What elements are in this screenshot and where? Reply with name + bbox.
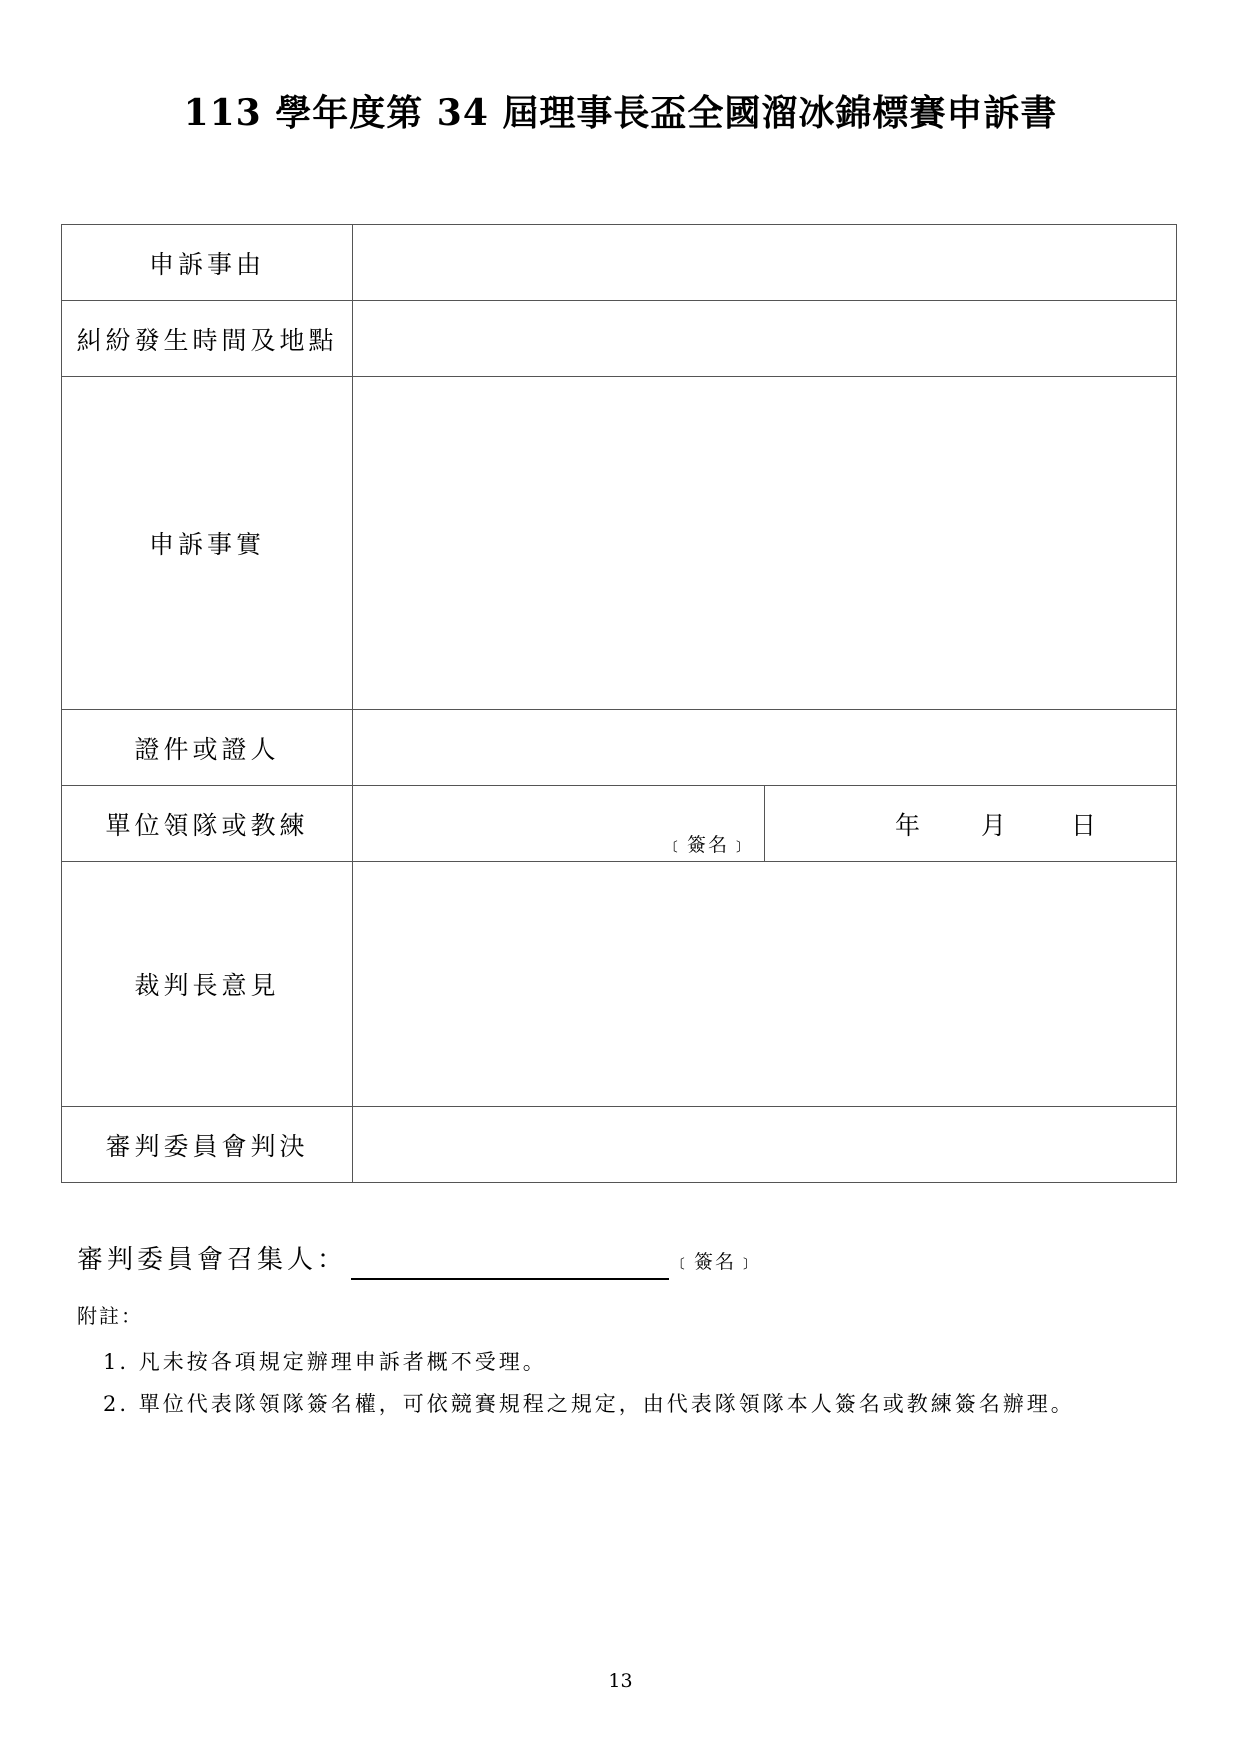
field-leader-date[interactable] (765, 786, 1177, 862)
appeal-form-table (61, 224, 1177, 1183)
label-committee-decision: 審判委員會判決 (62, 1107, 353, 1183)
note-item-2: 2. 單位代表隊領隊簽名權，可依競賽規程之規定，由代表隊領隊本人簽名或教練簽名辦理。 (103, 1392, 1075, 1416)
label-facts: 申訴事實 (62, 377, 353, 710)
field-evidence[interactable] (353, 710, 1177, 786)
page-number: 13 (608, 1670, 633, 1692)
field-time-place[interactable] (353, 301, 1177, 377)
label-time-place: 糾紛發生時間及地點 (62, 301, 353, 377)
field-referee-opinion[interactable] (353, 862, 1177, 1107)
row-committee-decision (62, 1107, 1177, 1183)
field-leader-signature[interactable] (353, 786, 765, 862)
notes-heading: 附註： (77, 1304, 143, 1328)
note-item-1: 1. 凡未按各項規定辦理申訴者概不受理。 (103, 1350, 547, 1374)
convener-sign-note: ﹝簽名﹞ (673, 1251, 758, 1273)
date-year-label: 年 (895, 811, 925, 840)
row-facts (62, 377, 1177, 710)
field-facts[interactable] (353, 377, 1177, 710)
field-reason[interactable] (353, 225, 1177, 301)
sign-note: ﹝簽名﹞ (665, 834, 750, 856)
page-title: 113 學年度第 34 屆理事長盃全國溜冰錦標賽申訴書 (183, 92, 1058, 134)
field-committee-decision[interactable] (353, 1107, 1177, 1183)
convener-signature-field[interactable] (351, 1248, 669, 1280)
date-day-label: 日 (1071, 811, 1101, 840)
date-month-label: 月 (981, 811, 1011, 840)
convener-label: 審判委員會召集人： (77, 1245, 348, 1275)
row-time-place (62, 301, 1177, 377)
row-evidence (62, 710, 1177, 786)
label-reason: 申訴事由 (62, 225, 353, 301)
row-leader (62, 786, 1177, 862)
label-leader: 單位領隊或教練 (62, 786, 353, 862)
row-referee-opinion (62, 862, 1177, 1107)
label-evidence: 證件或證人 (62, 710, 353, 786)
label-referee-opinion: 裁判長意見 (62, 862, 353, 1107)
row-reason (62, 225, 1177, 301)
convener-signature-line (77, 1242, 757, 1282)
date-labels (765, 806, 1176, 838)
